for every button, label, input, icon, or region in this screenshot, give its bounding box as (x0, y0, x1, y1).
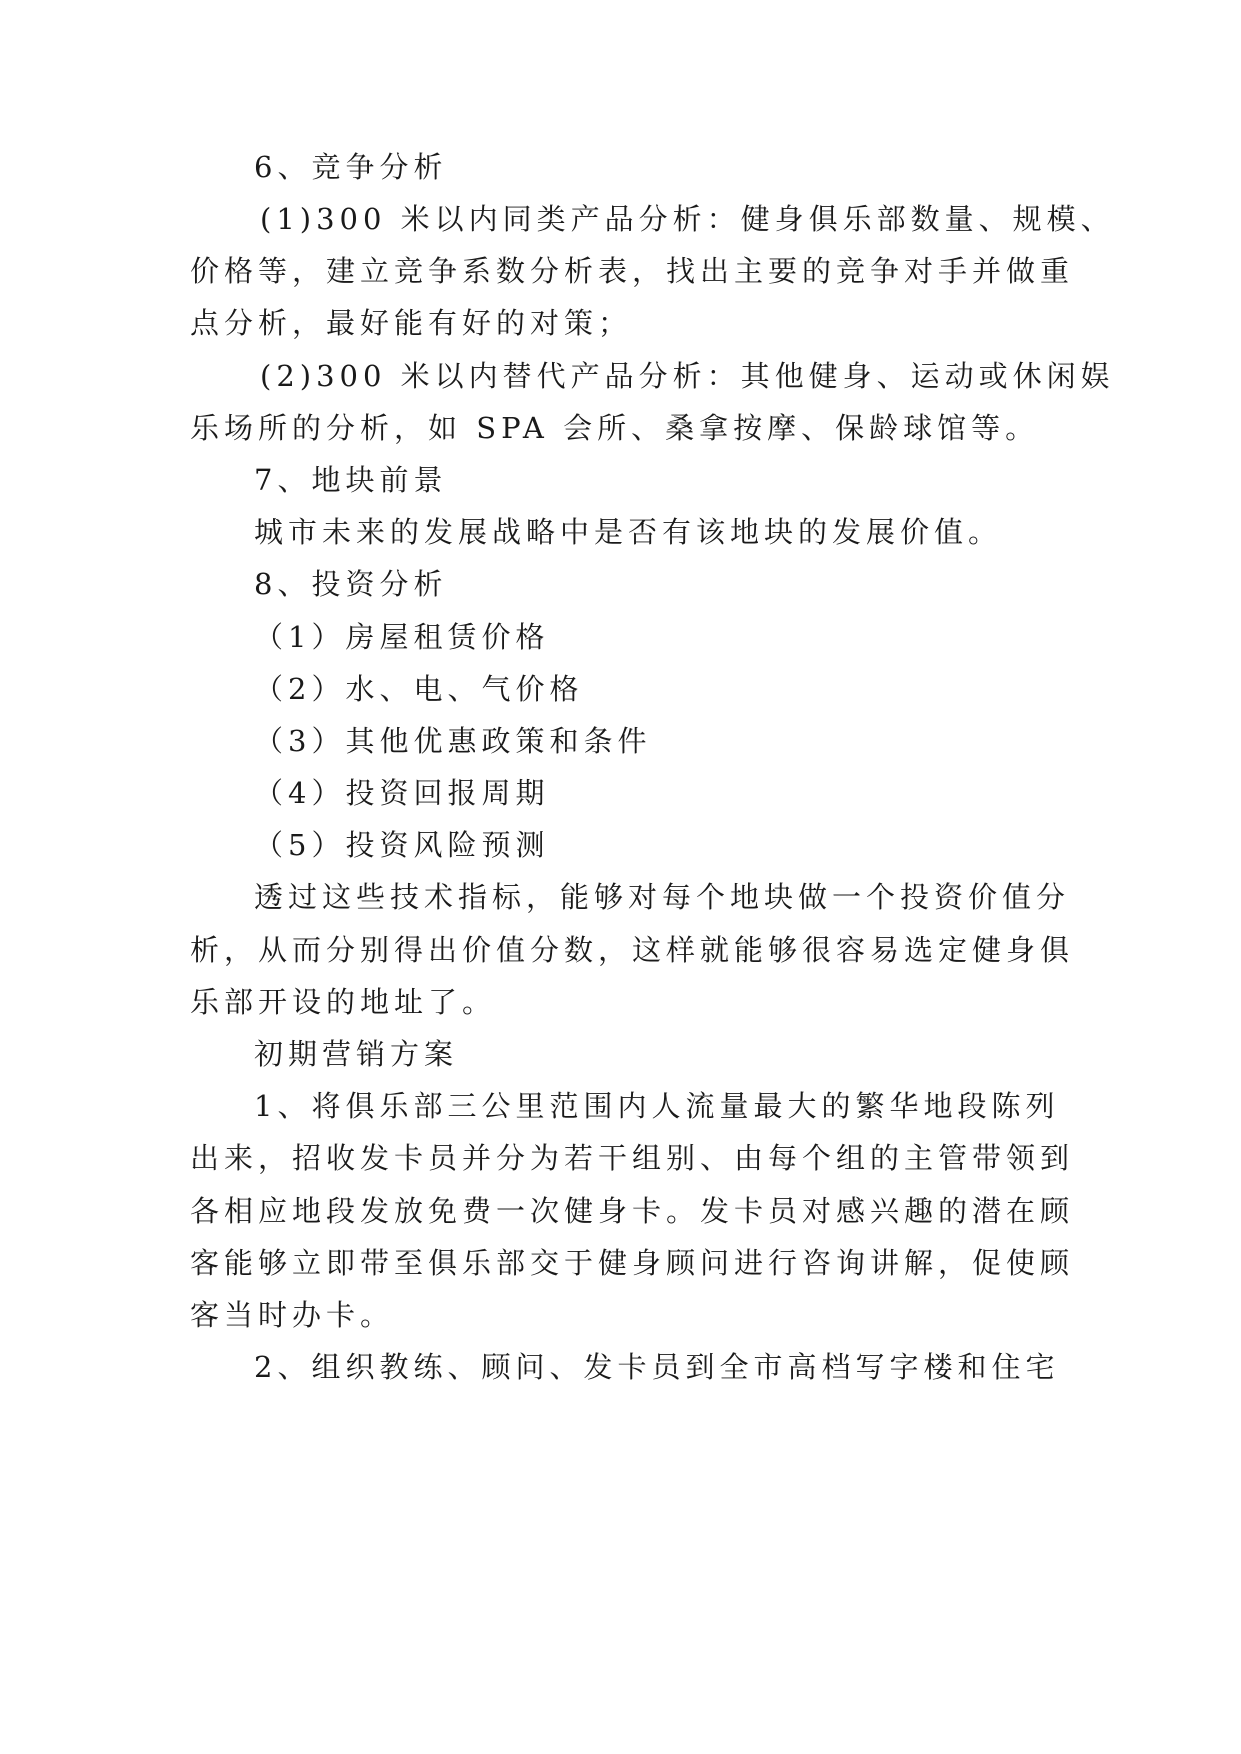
paragraph-line: 客当时办卡。 (190, 1298, 395, 1332)
heading-plot-prospect: 7、地块前景 (254, 463, 448, 497)
paragraph-line: 出来，招收发卡员并分为若干组别、由每个组的主管带领到 (190, 1141, 1075, 1175)
paragraph-line: 2、组织教练、顾问、发卡员到全市高档写字楼和住宅 (254, 1350, 1060, 1384)
paragraph-line: (2)300 米以内替代产品分析：其他健身、运动或休闲娱 (260, 359, 1115, 393)
paragraph-line: 价格等，建立竞争系数分析表，找出主要的竞争对手并做重 (190, 254, 1075, 288)
list-item: （1）房屋租赁价格 (254, 620, 550, 654)
list-item: （4）投资回报周期 (254, 776, 550, 810)
paragraph-line: 客能够立即带至俱乐部交于健身顾问进行咨询讲解，促使顾 (190, 1246, 1075, 1280)
list-item: （2）水、电、气价格 (254, 672, 584, 706)
heading-investment-analysis: 8、投资分析 (254, 567, 448, 601)
list-item: （5）投资风险预测 (254, 828, 550, 862)
paragraph-line: 析，从而分别得出价值分数，这样就能够很容易选定健身俱 (190, 933, 1075, 967)
paragraph-line: 城市未来的发展战略中是否有该地块的发展价值。 (254, 515, 1003, 549)
paragraph-line: 乐场所的分析，如 SPA 会所、桑拿按摩、保龄球馆等。 (190, 411, 1040, 445)
list-item: （3）其他优惠政策和条件 (254, 724, 652, 758)
paragraph-line: 各相应地段发放免费一次健身卡。发卡员对感兴趣的潜在顾 (190, 1194, 1075, 1228)
heading-competition-analysis: 6、竞争分析 (254, 150, 448, 184)
paragraph-line: 1、将俱乐部三公里范围内人流量最大的繁华地段陈列 (254, 1089, 1060, 1123)
heading-initial-marketing-plan: 初期营销方案 (254, 1037, 459, 1071)
paragraph-line: 透过这些技术指标，能够对每个地块做一个投资价值分 (254, 880, 1071, 914)
paragraph-line: 点分析，最好能有好的对策； (190, 306, 633, 340)
paragraph-line: (1)300 米以内同类产品分析：健身俱乐部数量、规模、 (260, 202, 1115, 236)
paragraph-line: 乐部开设的地址了。 (190, 985, 497, 1019)
